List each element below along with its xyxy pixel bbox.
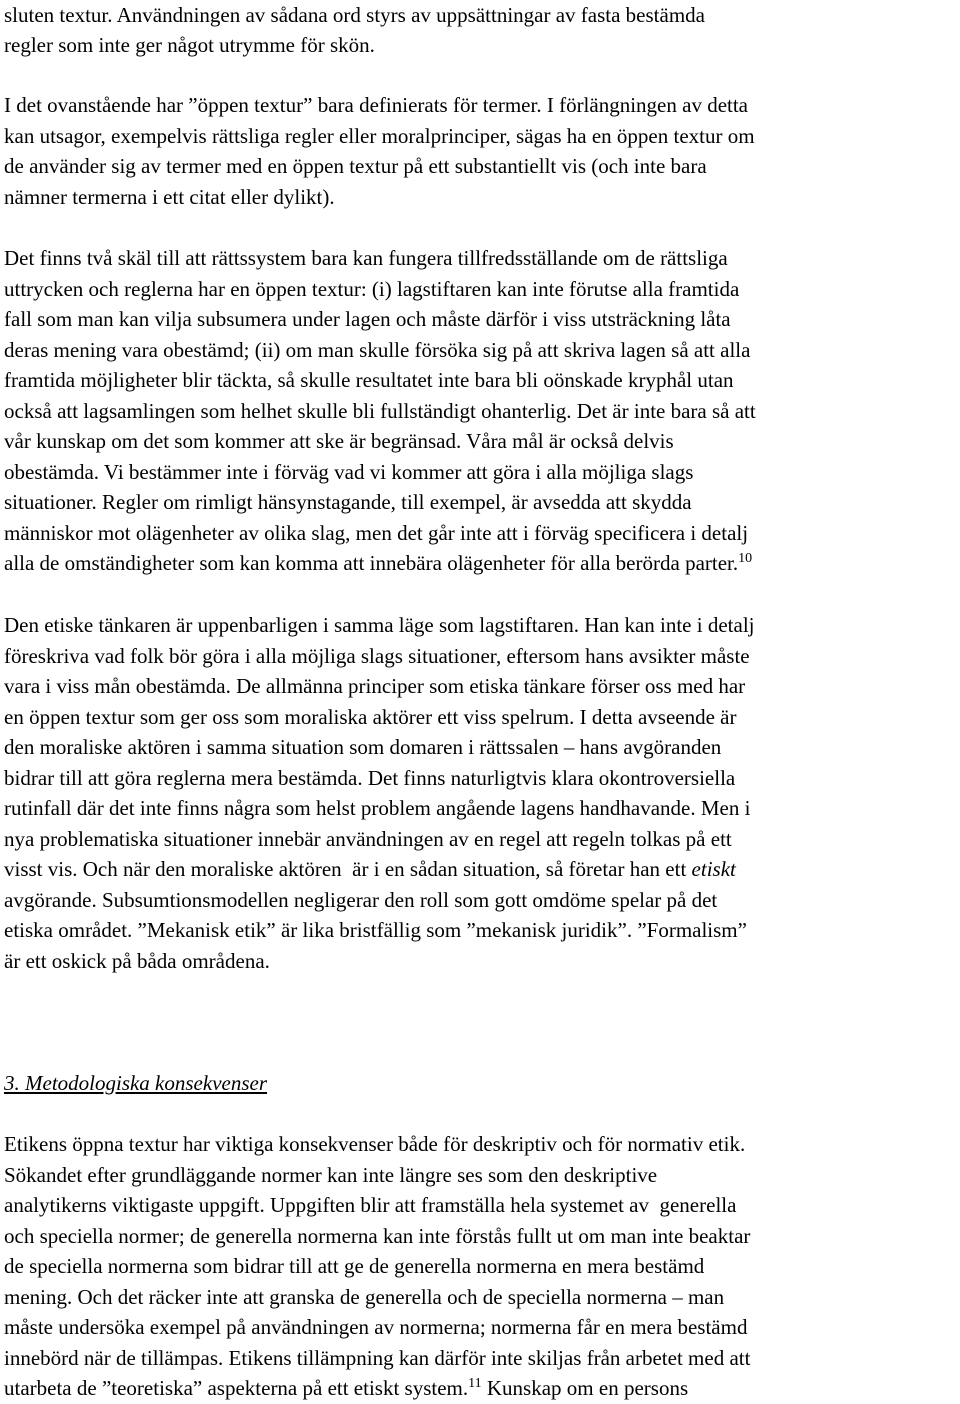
text-line: nämner termerna i ett citat eller dylikt). [4,185,335,209]
footnote-marker: 11 [468,1376,482,1391]
text-line: uttrycken och reglerna har en öppen textur: (i) lagstiftaren kan inte förutse alla framtida [4,277,740,301]
text-line: föreskriva vad folk bör göra i alla möjliga slags situationer, eftersom hans avsikter måste [4,644,750,668]
text-line: vara i viss mån obestämda. De allmänna principer som etiska tänkare förser oss med har [4,674,746,698]
text-line: obestämda. Vi bestämmer inte i förväg vad vi kommer att göra i alla möjliga slags [4,460,694,484]
text-line: rutinfall där det inte finns några som helst problem angående lagens handhavande. Men i [4,796,751,820]
text-line: sluten textur. Användningen av sådana ord styrs av uppsättningar av fasta bestämda [4,3,705,27]
text-span: utarbeta de ”teoretiska” aspekterna på ett etiskt system. [4,1376,469,1400]
text-line [4,854,736,885]
section-heading: 3. Metodologiska konsekvenser [4,1071,268,1095]
text-line: nya problematiska situationer innebär användningen av en regel att regeln tolkas på ett [4,827,732,851]
text-line: mening. Och det räcker inte att granska de generella och de speciella normerna – man [4,1285,725,1309]
text-line: Det finns två skäl till att rättssystem bara kan fungera tillfredsställande om de rättsliga [4,246,728,270]
text-line: och speciella normer; de generella normerna kan inte förstås fullt ut om man inte beaktar [4,1224,751,1248]
text-line: en öppen textur som ger oss som moraliska aktörer ett viss spelrum. I detta avseende är [4,705,737,729]
text-line [4,548,752,579]
text-line: måste undersöka exempel på användningen av normerna; normerna får en mera bestämd [4,1315,748,1339]
text-span: alla de omständigheter som kan komma att innebära olägenheter för alla berörda parter. [4,551,739,575]
text-line [4,1373,688,1404]
text-line: regler som inte ger något utrymme för skön. [4,33,375,57]
text-line: de använder sig av termer med en öppen textur på ett substantiellt vis (och inte bara [4,154,707,178]
text-line: fall som man kan vilja subsumera under lagen och måste därför i viss utsträckning låta [4,307,731,331]
text-span: Kunskap om en persons [481,1376,689,1400]
text-line: också att lagsamlingen som helhet skulle bli fullständigt ohanterlig. Det är inte bara så att [4,399,756,423]
text-span: visst vis. Och när den moraliske aktören är i en sådan situation, så företar han ett [4,857,692,881]
text-line: bidrar till att göra reglerna mera bestämda. Det finns naturligtvis klara okontroversiella [4,766,736,790]
text-line: Etikens öppna textur har viktiga konsekvenser både för deskriptiv och för normativ etik. [4,1132,746,1156]
text-line: avgörande. Subsumtionsmodellen negligerar den roll som gott omdöme spelar på det [4,888,718,912]
emphasized-word: etiskt [691,857,736,881]
footnote-marker: 10 [738,551,753,566]
text-line: innebörd när de tillämpas. Etikens tillämpning kan därför inte skiljas från arbetet med att [4,1346,751,1370]
text-line: analytikerns viktigaste uppgift. Uppgiften blir att framställa hela systemet av generella [4,1193,737,1217]
text-line: de speciella normerna som bidrar till att ge de generella normerna en mera bestämd [4,1254,705,1278]
text-line: framtida möjligheter blir täckta, så skulle resultatet inte bara bli oönskade kryphål utan [4,368,734,392]
text-line: är ett oskick på båda områdena. [4,949,270,973]
text-line: I det ovanstående har ”öppen textur” bara definierats för termer. I förlängningen av detta [4,93,749,117]
text-line: Sökandet efter grundläggande normer kan inte längre ses som den deskriptive [4,1163,658,1187]
text-line: etiska området. ”Mekanisk etik” är lika bristfällig som ”mekanisk juridik”. ”Formalism” [4,918,747,942]
text-line: deras mening vara obestämd; (ii) om man skulle försöka sig på att skriva lagen så att alla [4,338,751,362]
text-line: kan utsagor, exempelvis rättsliga regler eller moralprinciper, sägas ha en öppen textur om [4,124,755,148]
text-line: människor mot olägenheter av olika slag, men det går inte att i förväg specificera i detalj [4,521,749,545]
text-line: vår kunskap om det som kommer att ske är begränsad. Våra mål är också delvis [4,429,674,453]
text-line: den moraliske aktören i samma situation som domaren i rättssalen – hans avgöranden [4,735,722,759]
text-line: Den etiske tänkaren är uppenbarligen i samma läge som lagstiftaren. Han kan inte i detalj [4,613,755,637]
text-line: situationer. Regler om rimligt hänsynstagande, till exempel, är avsedda att skydda [4,490,692,514]
